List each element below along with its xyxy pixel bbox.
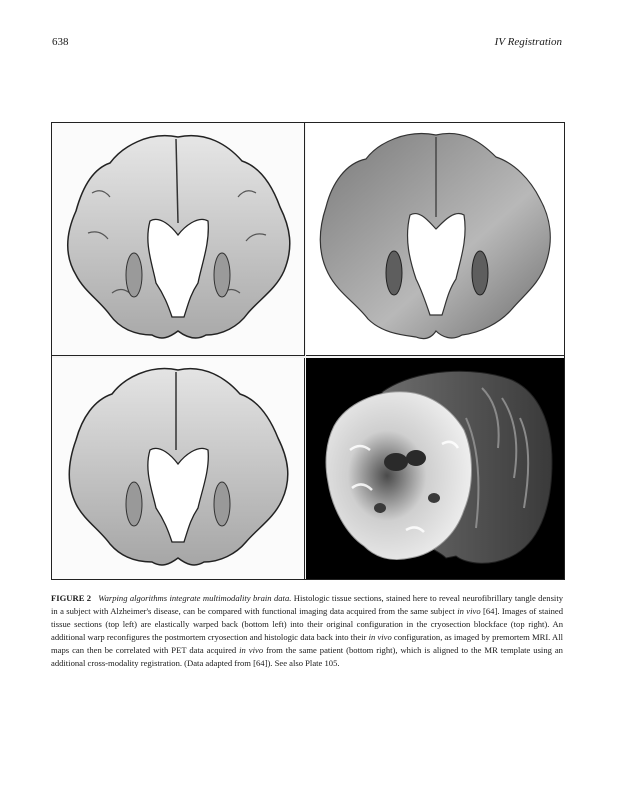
caption-italic: in vivo (457, 606, 481, 616)
panel-bottom-left-warped-back (52, 358, 305, 579)
caption-text: [64]. Images of stained tissue sections (top left) are elastically warped back (bottom left) into their original configuration in the cryosection blockface (top right). An additional warp reconfigures the postmortem cryosection and histologic data back into their (51, 606, 563, 642)
pet-render-image (306, 358, 564, 579)
caption-italic: in vivo (239, 645, 264, 655)
panel-top-left-stained-section (52, 123, 305, 356)
panel-bottom-right-pet (306, 358, 564, 579)
page-number: 638 (52, 36, 69, 48)
brain-section-image (52, 123, 304, 355)
brain-section-image (306, 123, 564, 355)
caption-text: Histologic tissue sections, stained here to reveal neurofibrillary tangle density in a subject with Alzheimer's disease, can be compared with functional imaging data acquired from the same subject (51, 593, 564, 616)
figure (51, 122, 565, 580)
caption-text: from the same patient (bottom right), which is aligned to the MR template using an additional cross-modality registration. (Data adapted from [64]). See also Plate 105. (51, 645, 563, 668)
caption-title: Warping algorithms integrate multimodality brain data. (98, 593, 292, 603)
caption-text: configuration, as imaged by premortem MRI. All maps can then be correlated with PET data acquired (51, 632, 563, 655)
running-head: IV Registration (494, 36, 562, 48)
panel-top-right-cryosection (306, 123, 564, 356)
brain-section-image (52, 358, 304, 579)
figure-label: FIGURE 2 (51, 593, 92, 603)
figure-caption (51, 592, 563, 670)
caption-italic: in vivo (368, 632, 392, 642)
